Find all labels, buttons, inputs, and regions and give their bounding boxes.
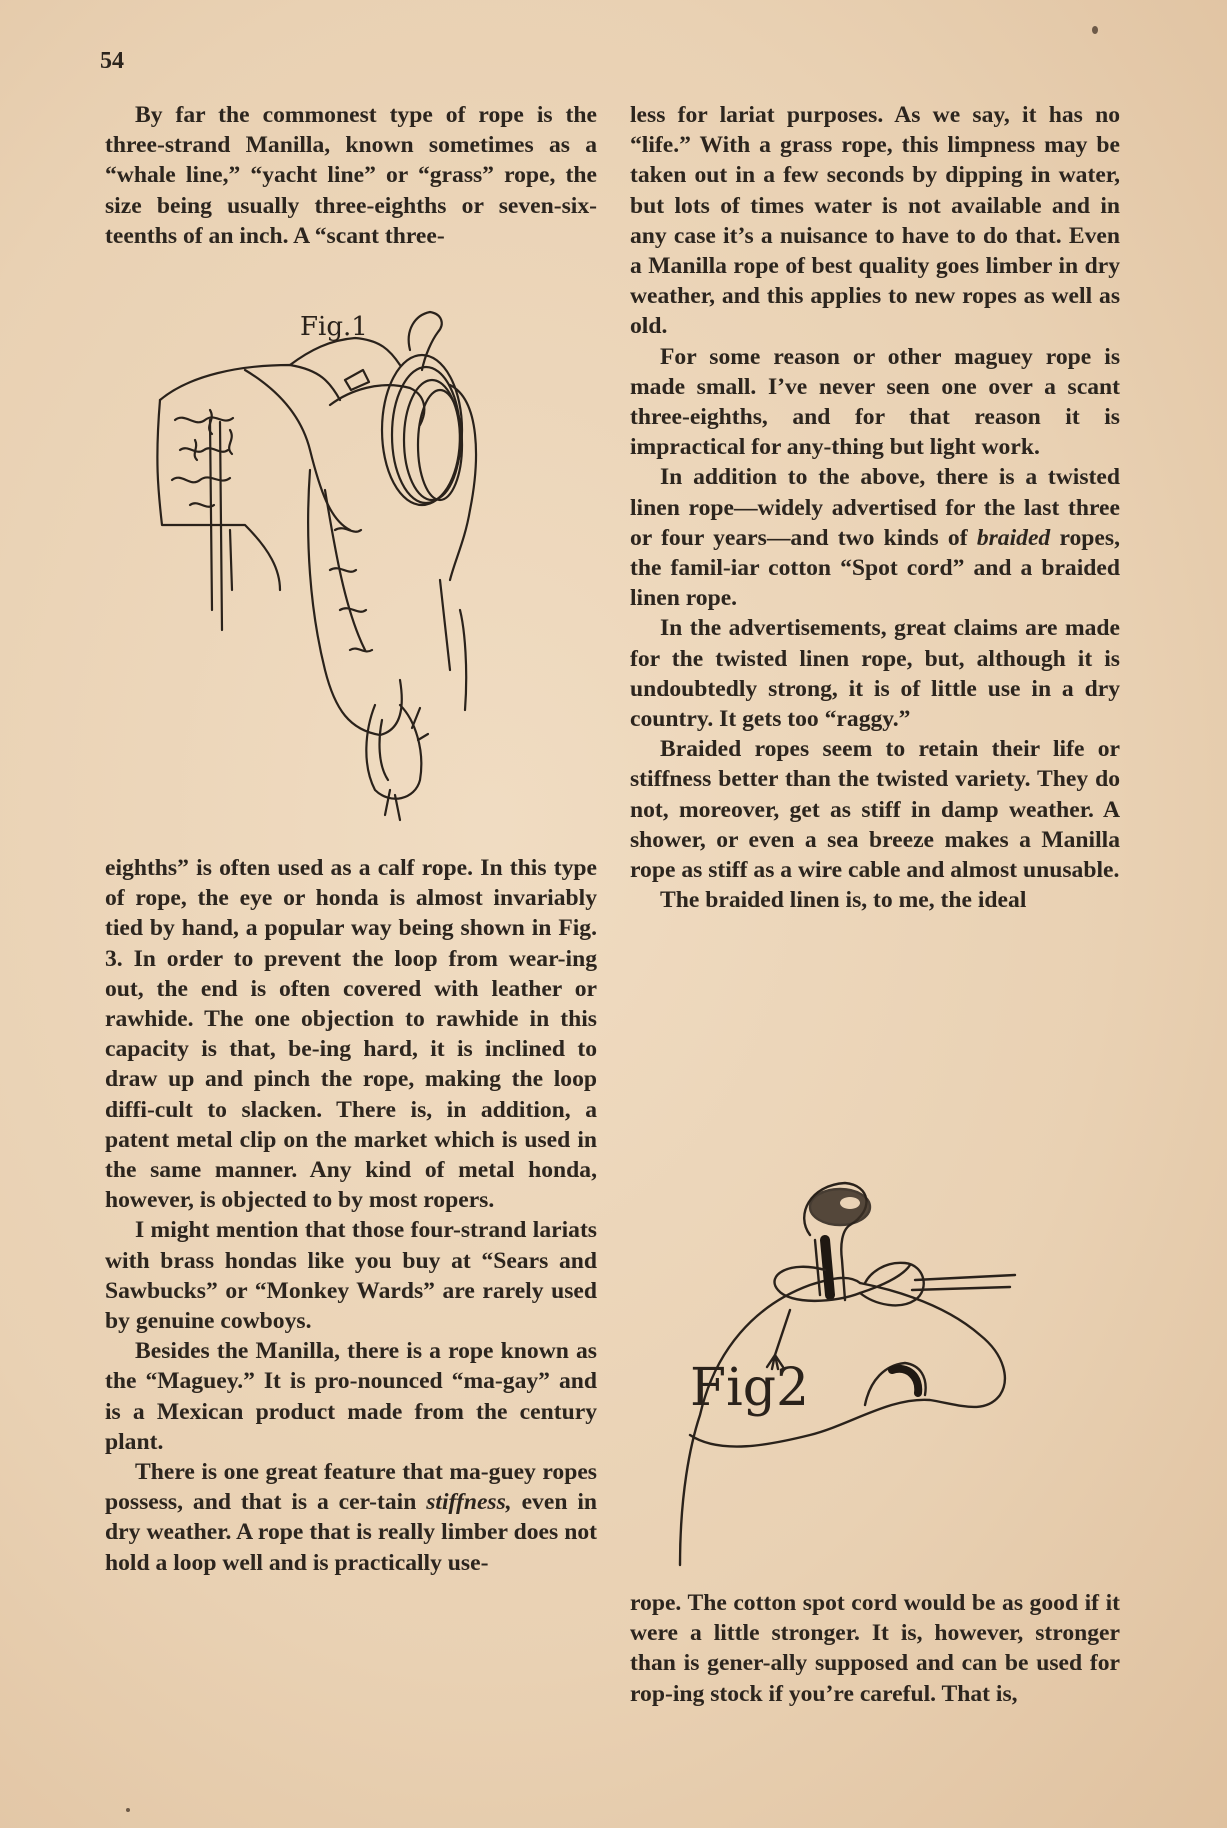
text-run: In addition to the above, there is a twisted linen rope—widely advertised for the last three or four years—and two kinds of xyxy=(630,464,1120,551)
paragraph: I might mention that those four-strand lariats with brass hondas like you buy at “Sears and Sawbucks” or “Monkey Wards” are rarely used by genuine cowboys. xyxy=(105,1217,597,1335)
page-number: 54 xyxy=(100,48,124,74)
emphasis: braided xyxy=(976,524,1051,551)
paragraph: Braided ropes seem to retain their life or stiffness better than the twisted variety. They do not, moreover, get as stiff in damp weather. A shower, or even a sea breeze makes a Manilla rope as stiff as a wire cable and almost unusable. xyxy=(630,736,1120,884)
text-run: There is one great feature that ma-guey ropes possess, and that is a cer-tain xyxy=(105,1459,597,1516)
emphasis: stiffness, xyxy=(426,1489,512,1516)
right-column-bottom xyxy=(630,1588,1120,1709)
paragraph: In the advertisements, great claims are made for the twisted linen rope, but, although it is undoubtedly strong, it is of little use in a dry country. It gets too “raggy.” xyxy=(630,615,1120,733)
paragraph: less for lariat purposes. As we say, it has no “life.” With a grass rope, this limpness may be taken out in a few seconds by dipping in water, but lots of times water is not available and in any case it’s a nuisance to have to do that. Even a Manilla rope of best quality goes limber in dry weather, and this applies to new ropes as well as old. xyxy=(630,102,1120,340)
saddle-illustration xyxy=(150,310,570,830)
left-column-top xyxy=(105,100,597,251)
left-column-bottom xyxy=(105,853,597,1578)
text-run: even in dry weather. A rope that is really limber does not hold a loop well and is practically use- xyxy=(105,1489,597,1576)
paragraph xyxy=(630,462,1120,613)
paragraph: eighths” is often used as a calf rope. In this type of rope, the eye or honda is almost invariably tied by hand, a popular way being shown in Fig. 3. In order to prevent the loop from wear-ing out, the end is often covered with leather or rawhide. The one objection to rawhide in this capacity is that, be-ing hard, it is inclined to draw up and pinch the rope, making the loop diffi-cult to slacken. There is, in addition, a patent metal clip on the market which is used in the same manner. Any kind of metal honda, however, is objected to by most ropers. xyxy=(105,855,597,1214)
paragraph: For some reason or other maguey rope is made small. I’ve never seen one over a scant three-eighths, and for that reason it is impractical for any-thing but light work. xyxy=(630,343,1120,461)
paragraph: The braided linen is, to me, the ideal xyxy=(660,887,1027,914)
figure-1-saddle xyxy=(150,310,570,830)
paper-speck xyxy=(126,1808,130,1812)
knot-illustration xyxy=(660,1165,1040,1575)
paragraph: By far the commonest type of rope is the three-strand Manilla, known sometimes as a “whale line,” “yacht line” or “grass” rope, the size being usually three-eighths or seven-six-teenths of an inch. A “scant three- xyxy=(105,102,597,249)
figure-1-label: Fig.1 xyxy=(300,312,368,342)
figure-2-label: Fig2 xyxy=(690,1358,810,1418)
paragraph: Besides the Manilla, there is a rope known as the “Maguey.” It is pro-nounced “ma-gay” and is a Mexican product made from the century plant. xyxy=(105,1338,597,1455)
figure-2-knot xyxy=(660,1165,1040,1575)
text-run: ropes, the famil-iar cotton “Spot cord” and a braided linen rope. xyxy=(630,524,1120,612)
paragraph xyxy=(105,1457,597,1578)
paper-speck xyxy=(1092,26,1098,34)
paragraph: rope. The cotton spot cord would be as good if it were a little stronger. It is, however, stronger than is gener-ally supposed and can be used for rop-ing stock if you’re careful. That is, xyxy=(630,1590,1120,1707)
right-column-top xyxy=(630,100,1120,915)
